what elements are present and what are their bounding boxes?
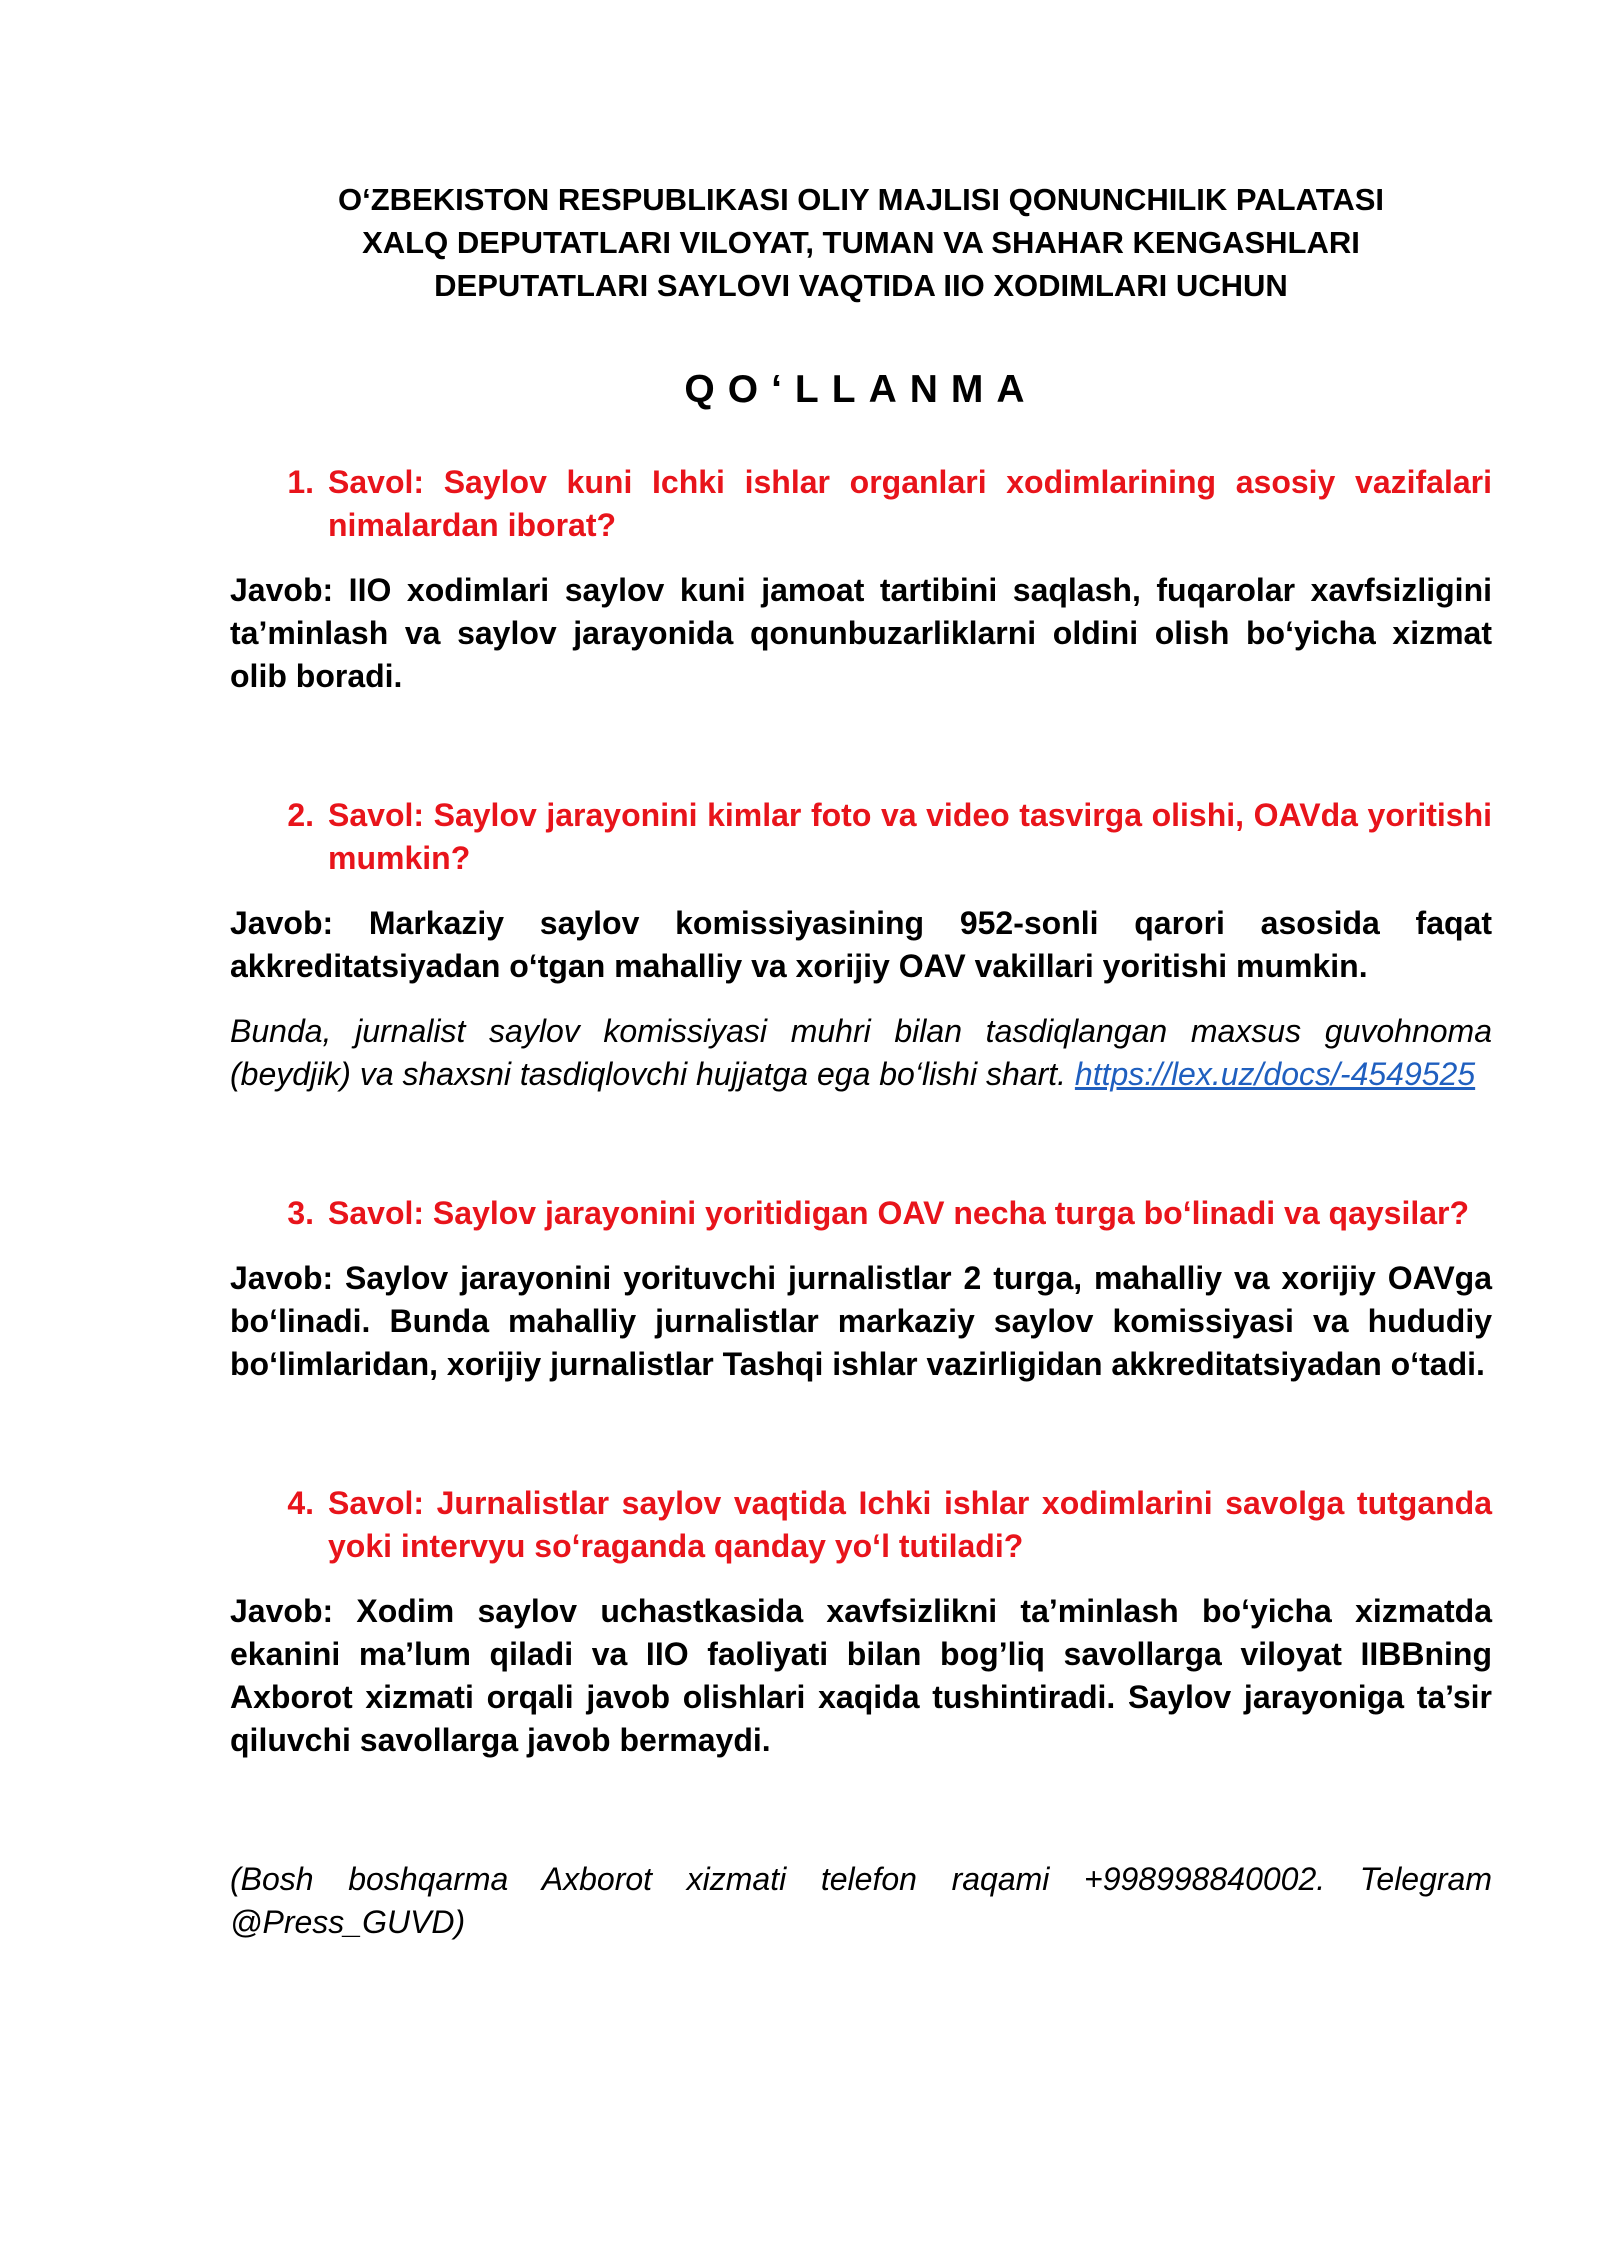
question-text: Savol: Saylov kuni Ichki ishlar organlari xodimlarining asosiy vazifalari nimalardan iborat? [328,464,1492,543]
document-title: QO‘LLANMA [684,368,1038,411]
header-line-2: XALQ DEPUTATLARI VILOYAT, TUMAN VA SHAHAR KENGASHLARI [362,225,1360,260]
qa-item-3 [230,1192,1492,1386]
answer-4: Javob: Xodim saylov uchastkasida xavfsizlikni ta’minlash bo‘yicha xizmatda ekanini ma’lum qiladi va IIO faoliyati bilan bog’liq savollarga viloyat IIBBning Axborot xizmati orqali javob olishlari xaqida tushintiradi. Saylov jarayoniga ta’sir qiluvchi savollarga javob bermaydi. [230,1593,1492,1758]
answer-2: Javob: Markaziy saylov komissiyasining 952-sonli qarori asosida faqat akkreditatsiyadan o‘tgan mahalliy va xorijiy OAV vakillari yoritishi mumkin. [230,905,1492,984]
question-text: Savol: Saylov jarayonini yoritidigan OAV necha turga bo‘linadi va qaysilar? [328,1195,1470,1231]
answer-2-note [230,1010,1492,1096]
question-2 [230,794,1492,880]
question-3 [230,1192,1492,1235]
question-number: 4. [287,1485,314,1521]
question-number: 3. [287,1195,314,1231]
qa-item-4 [230,1482,1492,1762]
question-number: 1. [287,464,314,500]
document-page [230,178,1492,1944]
lex-link[interactable]: https://lex.uz/docs/-4549525 [1074,1056,1476,1092]
question-4 [230,1482,1492,1568]
qa-item-2 [230,794,1492,1096]
note-text: Bunda, jurnalist saylov komissiyasi muhri bilan tasdiqlangan maxsus guvohnoma (beydjik) va shaxsni tasdiqlovchi hujjatga ega bo‘lishi shart. [230,1013,1492,1092]
answer-3: Javob: Saylov jarayonini yorituvchi jurnalistlar 2 turga, mahalliy va xorijiy OAVga bo‘linadi. Bunda mahalliy jurnalistlar markaziy saylov komissiyasi va hududiy bo‘limlaridan, xorijiy jurnalistlar Tashqi ishlar vazirligidan akkreditatsiyadan o‘tadi. [230,1260,1492,1382]
footer-note: (Bosh boshqarma Axborot xizmati telefon raqami +998998840002. Telegram @Press_GUVD) [230,1861,1492,1940]
document-header [230,178,1492,307]
header-line-3: DEPUTATLARI SAYLOVI VAQTIDA IIO XODIMLARI UCHUN [434,268,1288,303]
question-text: Savol: Jurnalistlar saylov vaqtida Ichki ishlar xodimlarini savolga tutganda yoki intervyu so‘raganda qanday yo‘l tutiladi? [328,1485,1492,1564]
answer-1: Javob: IIO xodimlari saylov kuni jamoat tartibini saqlash, fuqarolar xavfsizligini ta’minlash va saylov jarayonida qonunbuzarliklarni oldini olish bo‘yicha xizmat olib boradi. [230,572,1492,694]
question-text: Savol: Saylov jarayonini kimlar foto va video tasvirga olishi, OAVda yoritishi mumkin? [328,797,1492,876]
header-line-1: O‘ZBEKISTON RESPUBLIKASI OLIY MAJLISI QONUNCHILIK PALATASI [337,182,1385,217]
question-number: 2. [287,797,314,833]
question-1 [230,461,1492,547]
qa-item-1 [230,461,1492,698]
